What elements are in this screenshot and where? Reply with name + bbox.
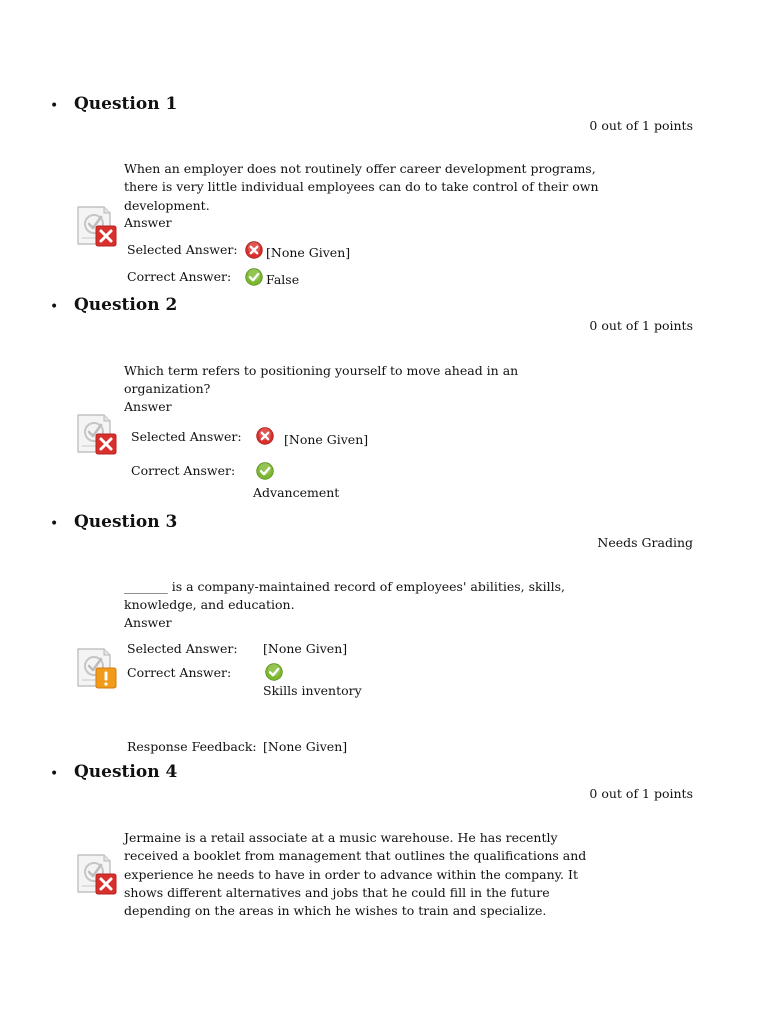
selected-answer-value: [None Given] <box>263 641 348 656</box>
correct-answer-value: False <box>266 272 300 287</box>
question-text: When an employer does not routinely offer career development programs, there is very little individual employees can do to take control of their own development. <box>124 161 599 213</box>
check-mark-icon <box>265 663 283 681</box>
question-points: 0 out of 1 points <box>589 118 693 133</box>
question-needs-grading-icon <box>74 644 120 690</box>
selected-answer-value: [None Given] <box>266 245 351 260</box>
question-incorrect-icon <box>74 202 120 248</box>
selected-answer-label: Selected Answer: <box>127 641 238 656</box>
check-mark-icon <box>245 268 263 286</box>
correct-answer-label: Correct Answer: <box>131 463 236 478</box>
question-text: Which term refers to positioning yourself to move ahead in an organization? <box>124 363 519 397</box>
correct-answer-label: Correct Answer: <box>127 269 232 284</box>
correct-answer-value: Advancement <box>253 485 340 500</box>
question-incorrect-icon <box>74 850 120 896</box>
list-bullet: • <box>50 516 59 532</box>
question-title: Question 4 <box>74 762 178 782</box>
question-points: 0 out of 1 points <box>589 786 693 801</box>
list-bullet: • <box>50 299 59 315</box>
response-feedback-value: [None Given] <box>263 739 348 754</box>
answer-heading: Answer <box>124 615 172 630</box>
correct-answer-label: Correct Answer: <box>127 665 232 680</box>
selected-answer-label: Selected Answer: <box>127 242 238 257</box>
correct-answer-value: Skills inventory <box>263 683 362 698</box>
question-text: Jermaine is a retail associate at a music warehouse. He has recently received a booklet from management that outlines the qualifications and experience he needs to have in order to advance within the company. It shows different alternatives and jobs that he could fill in the future depending on the areas in which he wishes to train and specialize. <box>124 830 587 919</box>
selected-answer-value: [None Given] <box>284 432 369 447</box>
question-points: 0 out of 1 points <box>589 318 693 333</box>
question-text: _______ is a company-maintained record of employees' abilities, skills, knowledge, and education. <box>124 579 565 613</box>
check-mark-icon <box>256 462 274 480</box>
question-incorrect-icon <box>74 410 120 456</box>
x-mark-icon <box>256 427 274 445</box>
list-bullet: • <box>50 98 59 114</box>
list-bullet: • <box>50 766 59 782</box>
answer-heading: Answer <box>124 399 172 414</box>
question-title: Question 2 <box>74 295 178 315</box>
question-title: Question 3 <box>74 512 178 532</box>
answer-heading: Answer <box>124 215 172 230</box>
selected-answer-label: Selected Answer: <box>131 429 242 444</box>
question-status: Needs Grading <box>597 535 693 550</box>
question-title: Question 1 <box>74 94 178 114</box>
x-mark-icon <box>245 241 263 259</box>
response-feedback-label: Response Feedback: <box>127 739 257 754</box>
